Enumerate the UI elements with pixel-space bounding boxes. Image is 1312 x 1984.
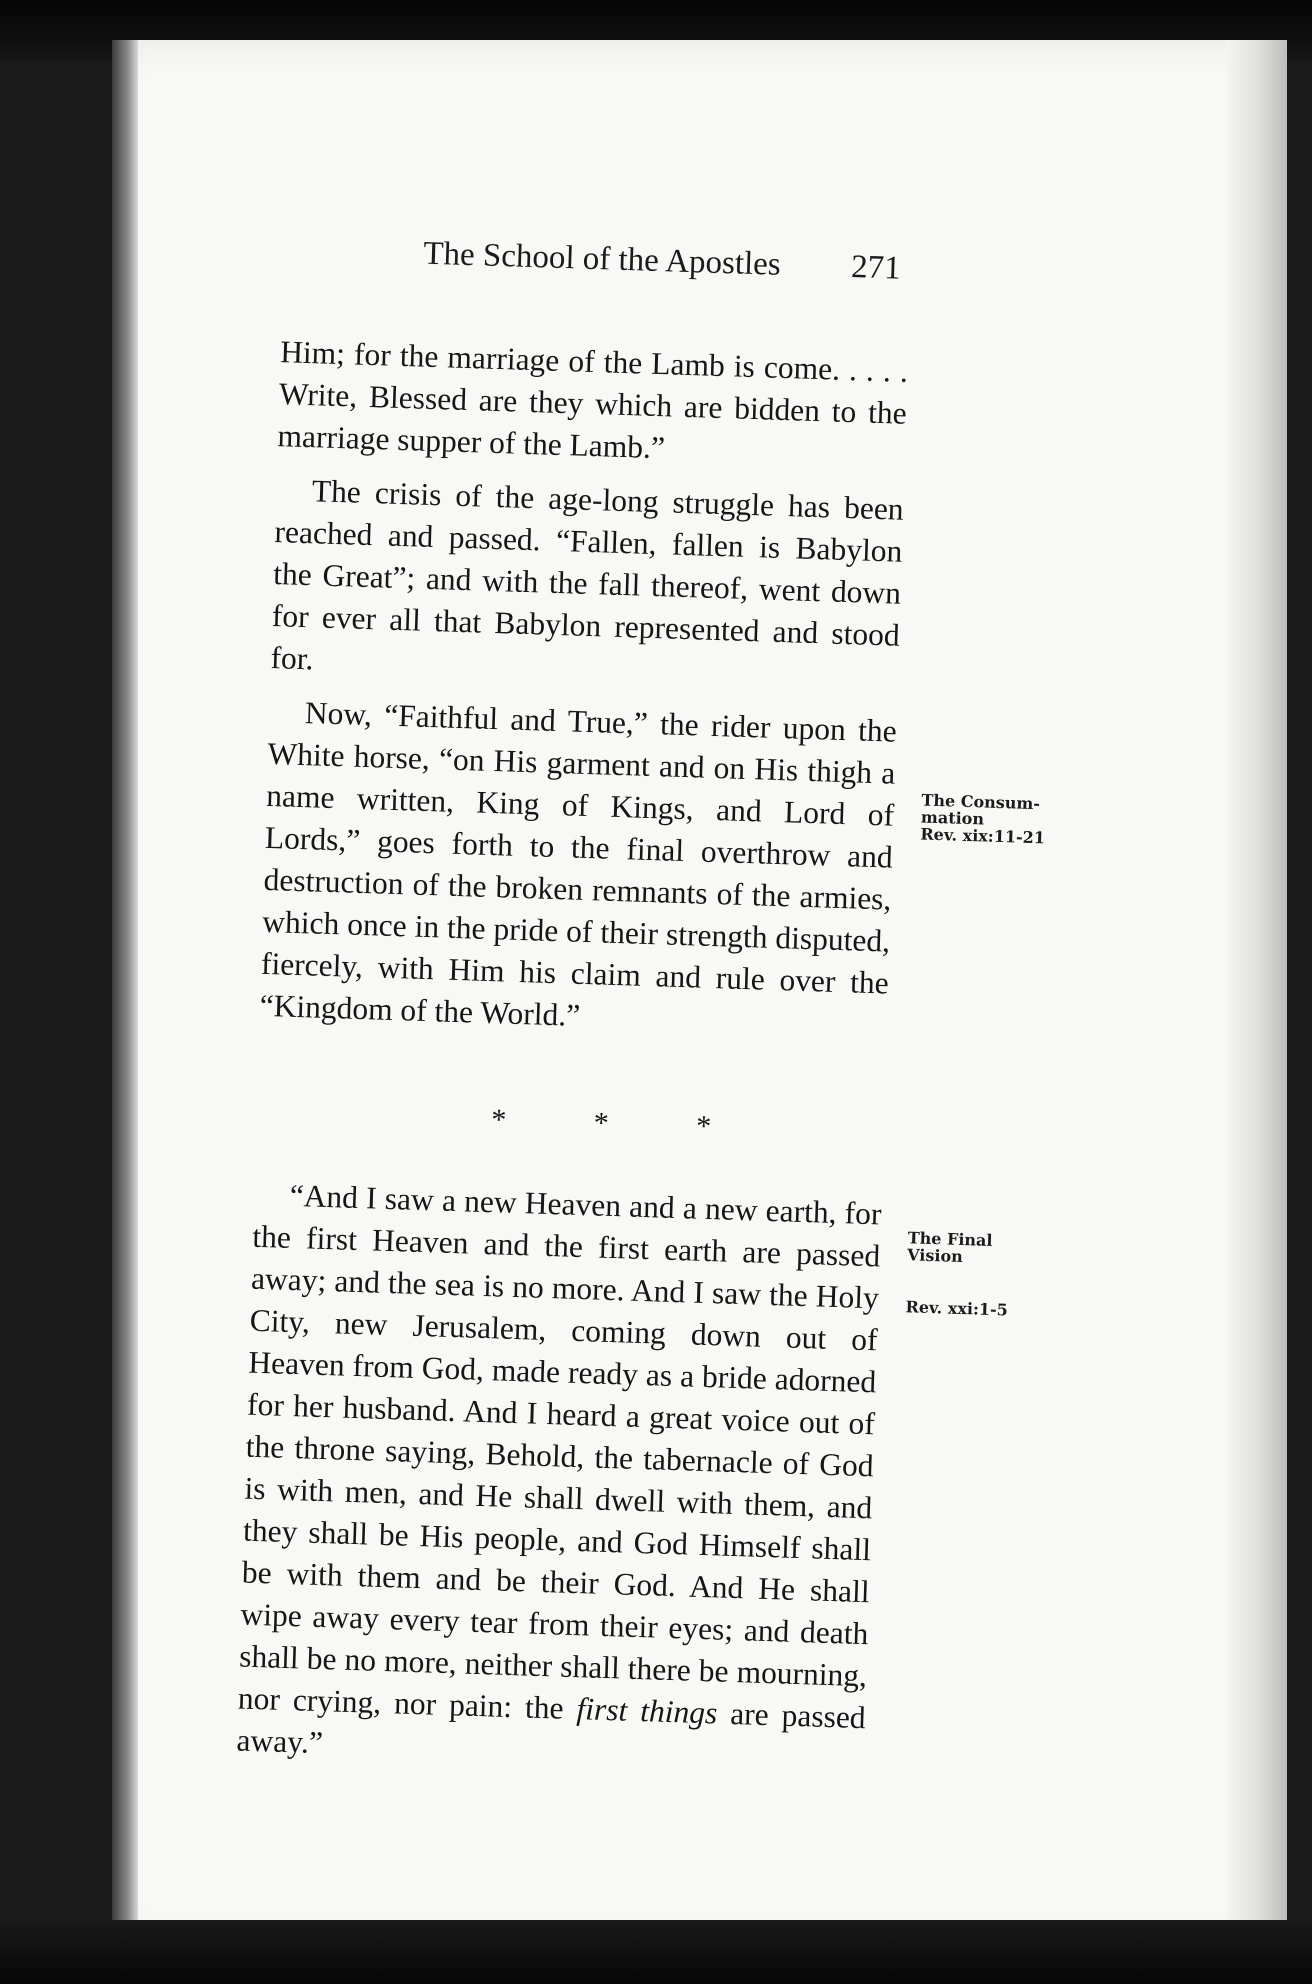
paragraph-3: Now, “Faithful and True,” the rider upon the White horse, “on His garment and on His thigh a name written, King of Kings, and Lord of Lords,” goes forth to the final overthrow and destruction of the broken remnants of the armies, which once in the pride of their strength disputed, fiercely, with Him his claim and rule over the “Kingdom of the World.” <box>259 695 898 1033</box>
sidenote-consummation-reference: Rev. xix:11-21 <box>920 824 1046 848</box>
body-text <box>259 331 909 1058</box>
sidenote-final-vision-line-2: Vision <box>906 1245 964 1267</box>
page-content <box>112 40 1287 1945</box>
separator-star-2: * <box>593 1106 610 1140</box>
final-text-end: are passed away.” <box>236 1695 867 1761</box>
section-separator <box>491 1103 712 1144</box>
sidenote-consummation-line-1: The Consum- <box>921 790 1041 814</box>
final-vision-text <box>236 1174 882 1781</box>
book-page <box>112 40 1287 1945</box>
sidenote-final-reference-text: Rev. xxi:1-5 <box>905 1297 1009 1320</box>
sidenote-final-vision-line-1: The Final <box>907 1228 993 1250</box>
sidenote-final-reference <box>905 1298 1008 1318</box>
sidenote-consummation-line-2: mation <box>920 807 985 829</box>
final-paragraph <box>236 1174 882 1781</box>
page-number: 271 <box>850 249 902 287</box>
final-text-italic: first things <box>576 1691 718 1731</box>
running-head-title: The School of the Apostles <box>422 235 782 283</box>
scan-background-bottom <box>0 1920 1312 1984</box>
sidenote-final-vision <box>907 1229 993 1266</box>
paragraph-2: The crisis of the age-long struggle has been reached and passed. “Fallen, fallen is Babylon the Great”; and with the fall thereof, went down for ever all that Babylon represented and stood for. <box>270 473 905 677</box>
paragraph-1: Him; for the marriage of the Lamb is come. . . . . Write, Blessed are they which are bidden to the marriage supper of the Lamb.” <box>277 334 909 466</box>
running-head <box>422 235 1124 287</box>
final-text-main: “And I saw a new Heaven and a new earth, for the first Heaven and the first earth are passed away; and the sea is no more. And I saw the Holy City, new Jerusalem, coming down out of Heaven from God, made ready as a bride adorned for her husband. And I heard a great voice out of the throne saying, Behold, the tabernacle of God is with men, and He shall dwell with them, and they shall be His people, and God Himself shall be with them and be their God. And He shall wipe away every tear from their eyes; and death shall be no more, neither shall there be mourning, nor crying, nor pain: the <box>237 1177 883 1727</box>
separator-star-1: * <box>490 1103 507 1137</box>
separator-star-3: * <box>695 1109 712 1144</box>
sidenote-consummation <box>920 792 1046 847</box>
